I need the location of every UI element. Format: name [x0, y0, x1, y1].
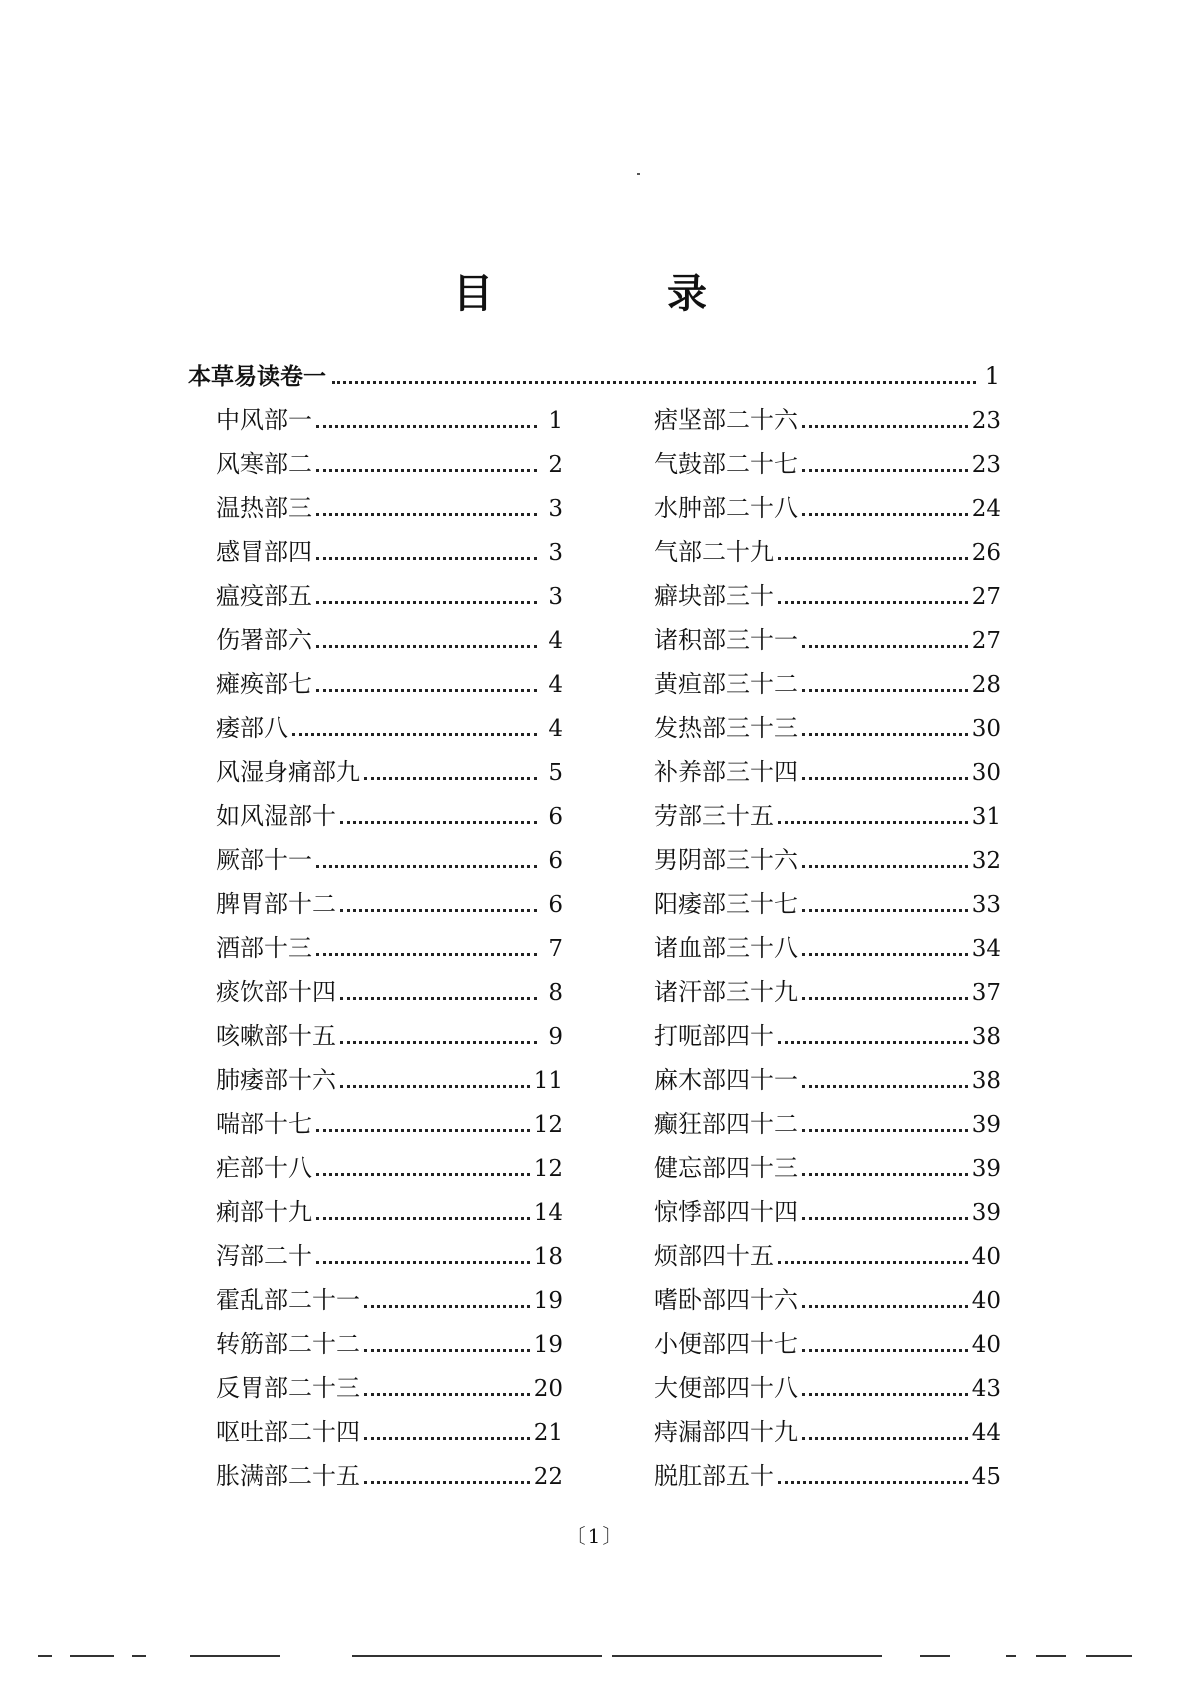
leader-dots — [316, 1260, 530, 1264]
toc-entry-page-number: 3 — [548, 584, 563, 610]
toc-entry[interactable] — [654, 838, 1001, 882]
toc-entry-page-number: 7 — [548, 936, 563, 962]
toc-entry-label: 打呃部四十 — [654, 1022, 774, 1050]
leader-dots — [316, 1172, 530, 1176]
toc-entry-label: 黄疸部三十二 — [654, 670, 798, 698]
toc-entry-page-number: 23 — [971, 408, 1001, 434]
toc-entry-label: 转筋部二十二 — [216, 1330, 360, 1358]
toc-entry-label: 霍乱部二十一 — [216, 1286, 360, 1314]
leader-dots — [802, 468, 968, 472]
toc-entry[interactable] — [654, 486, 1001, 530]
scan-speck — [637, 173, 640, 175]
leader-dots — [778, 1260, 968, 1264]
toc-entry-page-number: 39 — [971, 1112, 1001, 1138]
toc-entry[interactable] — [654, 1014, 1001, 1058]
toc-entry-page-number: 6 — [548, 848, 563, 874]
toc-entry-page-number: 4 — [548, 628, 563, 654]
leader-dots — [316, 952, 537, 956]
toc-entry-page-number: 40 — [971, 1332, 1001, 1358]
toc-entry-page-number: 4 — [548, 716, 563, 742]
toc-entry-page-number: 27 — [971, 628, 1001, 654]
leader-dots — [364, 1304, 530, 1308]
toc-entry[interactable] — [654, 618, 1001, 662]
toc-entry-label: 痢部十九 — [216, 1198, 312, 1226]
toc-entry-label: 脱肛部五十 — [654, 1462, 774, 1490]
toc-entry-page-number: 5 — [548, 760, 563, 786]
toc-entry[interactable] — [216, 1278, 563, 1322]
leader-dots — [802, 1348, 968, 1352]
toc-entry[interactable] — [654, 1278, 1001, 1322]
leader-dots — [802, 776, 968, 780]
toc-entry[interactable] — [216, 750, 563, 794]
toc-entry-page-number: 39 — [971, 1156, 1001, 1182]
toc-entry-page-number: 30 — [971, 760, 1001, 786]
toc-entry-label: 肺痿部十六 — [216, 1066, 336, 1094]
section-label: 本草易读卷一 — [188, 364, 326, 390]
scan-artifact — [70, 1655, 114, 1657]
toc-entry-label: 瘟疫部五 — [216, 582, 312, 610]
leader-dots — [802, 424, 968, 428]
toc-entry-label: 癖块部三十 — [654, 582, 774, 610]
toc-column-right — [654, 398, 1001, 1498]
toc-entry[interactable] — [216, 1146, 563, 1190]
leader-dots — [340, 996, 537, 1000]
toc-entry[interactable] — [654, 1366, 1001, 1410]
toc-entry-page-number: 8 — [548, 980, 563, 1006]
toc-entry-page-number: 31 — [971, 804, 1001, 830]
toc-entry[interactable] — [216, 1410, 563, 1454]
toc-entry-label: 风寒部二 — [216, 450, 312, 478]
toc-entry[interactable] — [654, 1454, 1001, 1498]
leader-dots — [340, 1084, 530, 1088]
leader-dots — [316, 512, 537, 516]
leader-dots — [364, 1348, 530, 1352]
toc-entry[interactable] — [216, 1014, 563, 1058]
toc-entry[interactable] — [216, 1366, 563, 1410]
section-heading[interactable] — [188, 358, 1000, 391]
toc-entry[interactable] — [654, 1410, 1001, 1454]
toc-entry-label: 酒部十三 — [216, 934, 312, 962]
leader-dots — [802, 1216, 968, 1220]
toc-entry[interactable] — [654, 750, 1001, 794]
toc-entry-page-number: 40 — [971, 1288, 1001, 1314]
toc-column-left — [216, 398, 563, 1498]
leader-dots — [802, 1436, 968, 1440]
toc-entry[interactable] — [654, 1058, 1001, 1102]
toc-entry-label: 痰饮部十四 — [216, 978, 336, 1006]
toc-entry-page-number: 45 — [971, 1464, 1001, 1490]
leader-dots — [778, 556, 968, 560]
toc-entry-label: 嗜卧部四十六 — [654, 1286, 798, 1314]
toc-entry-label: 惊悸部四十四 — [654, 1198, 798, 1226]
leader-dots — [802, 996, 968, 1000]
leader-dots — [802, 688, 968, 692]
leader-dots — [340, 908, 537, 912]
toc-entry-page-number: 28 — [971, 672, 1001, 698]
leader-dots — [292, 732, 537, 736]
toc-entry-page-number: 2 — [548, 452, 563, 478]
toc-entry-page-number: 33 — [971, 892, 1001, 918]
leader-dots — [802, 864, 968, 868]
toc-entry-page-number: 3 — [548, 540, 563, 566]
toc-entry[interactable] — [654, 706, 1001, 750]
toc-entry[interactable] — [216, 1454, 563, 1498]
toc-entry-page-number: 39 — [971, 1200, 1001, 1226]
toc-entry-label: 感冒部四 — [216, 538, 312, 566]
page-number-footer: 〔1〕 — [565, 1524, 625, 1548]
scan-artifact — [190, 1655, 280, 1657]
toc-entry-label: 男阴部三十六 — [654, 846, 798, 874]
toc-entry-label: 咳嗽部十五 — [216, 1022, 336, 1050]
toc-entry[interactable] — [654, 970, 1001, 1014]
scan-artifact — [1036, 1655, 1066, 1657]
toc-entry[interactable] — [216, 662, 563, 706]
toc-entry-label: 气部二十九 — [654, 538, 774, 566]
toc-entry-page-number: 40 — [971, 1244, 1001, 1270]
toc-entry-page-number: 6 — [548, 892, 563, 918]
leader-dots — [316, 688, 537, 692]
toc-entry[interactable] — [216, 970, 563, 1014]
toc-entry-label: 烦部四十五 — [654, 1242, 774, 1270]
toc-entry-label: 胀满部二十五 — [216, 1462, 360, 1490]
toc-entry[interactable] — [654, 926, 1001, 970]
toc-entry[interactable] — [216, 574, 563, 618]
toc-entry-label: 大便部四十八 — [654, 1374, 798, 1402]
toc-entry-label: 疟部十八 — [216, 1154, 312, 1182]
scan-artifact — [1006, 1655, 1016, 1657]
toc-entry[interactable] — [654, 574, 1001, 618]
toc-entry-label: 补养部三十四 — [654, 758, 798, 786]
leader-dots — [316, 864, 537, 868]
toc-entry-label: 癫狂部四十二 — [654, 1110, 798, 1138]
toc-entry[interactable] — [216, 1058, 563, 1102]
leader-dots — [316, 424, 537, 428]
toc-entry[interactable] — [654, 1190, 1001, 1234]
toc-entry[interactable] — [216, 838, 563, 882]
toc-entry-label: 风湿身痛部九 — [216, 758, 360, 786]
leader-dots — [802, 512, 968, 516]
toc-entry-label: 喘部十七 — [216, 1110, 312, 1138]
toc-entry-label: 呕吐部二十四 — [216, 1418, 360, 1446]
toc-entry[interactable] — [654, 1102, 1001, 1146]
leader-dots — [802, 1084, 968, 1088]
toc-entry-label: 健忘部四十三 — [654, 1154, 798, 1182]
leader-dots — [802, 1304, 968, 1308]
leader-dots — [802, 1172, 968, 1176]
leader-dots — [802, 952, 968, 956]
toc-entry[interactable] — [654, 442, 1001, 486]
toc-entry-page-number: 23 — [971, 452, 1001, 478]
leader-dots — [778, 600, 968, 604]
toc-entry[interactable] — [216, 882, 563, 926]
leader-dots — [802, 1128, 968, 1132]
toc-entry-page-number: 32 — [971, 848, 1001, 874]
scan-artifact — [132, 1655, 146, 1657]
leader-dots — [364, 1480, 530, 1484]
toc-entry[interactable] — [216, 794, 563, 838]
toc-entry[interactable] — [216, 1322, 563, 1366]
toc-entry-label: 伤署部六 — [216, 626, 312, 654]
toc-entry-page-number: 9 — [548, 1024, 563, 1050]
toc-entry-label: 痞坚部二十六 — [654, 406, 798, 434]
toc-entry-page-number: 38 — [971, 1024, 1001, 1050]
toc-entry-label: 脾胃部十二 — [216, 890, 336, 918]
toc-entry-page-number: 1 — [548, 408, 563, 434]
leader-dots — [332, 380, 976, 384]
leader-dots — [340, 820, 537, 824]
toc-entry[interactable] — [654, 1322, 1001, 1366]
toc-entry-label: 温热部三 — [216, 494, 312, 522]
toc-entry-label: 气鼓部二十七 — [654, 450, 798, 478]
toc-entry-label: 瘫痪部七 — [216, 670, 312, 698]
toc-entry-page-number: 14 — [533, 1200, 563, 1226]
leader-dots — [802, 908, 968, 912]
scan-artifact — [1086, 1655, 1132, 1657]
toc-entry-page-number: 34 — [971, 936, 1001, 962]
toc-entry-page-number: 19 — [533, 1332, 563, 1358]
toc-entry-label: 诸积部三十一 — [654, 626, 798, 654]
toc-entry[interactable] — [654, 398, 1001, 442]
toc-entry[interactable] — [216, 706, 563, 750]
toc-entry-label: 厥部十一 — [216, 846, 312, 874]
toc-entry[interactable] — [654, 882, 1001, 926]
toc-entry-label: 痿部八 — [216, 714, 288, 742]
toc-entry[interactable] — [216, 1190, 563, 1234]
toc-entry-page-number: 6 — [548, 804, 563, 830]
toc-entry-label: 诸血部三十八 — [654, 934, 798, 962]
toc-entry[interactable] — [216, 442, 563, 486]
toc-entry-label: 麻木部四十一 — [654, 1066, 798, 1094]
toc-entry-page-number: 27 — [971, 584, 1001, 610]
toc-entry-label: 中风部一 — [216, 406, 312, 434]
leader-dots — [316, 644, 537, 648]
toc-entry-label: 阳痿部三十七 — [654, 890, 798, 918]
leader-dots — [316, 1128, 530, 1132]
leader-dots — [778, 1480, 968, 1484]
leader-dots — [778, 1040, 968, 1044]
toc-entry-page-number: 12 — [533, 1112, 563, 1138]
toc-entry-page-number: 26 — [971, 540, 1001, 566]
page-title: 目 录 — [453, 271, 787, 317]
toc-entry[interactable] — [216, 618, 563, 662]
toc-entry[interactable] — [216, 486, 563, 530]
toc-entry-label: 痔漏部四十九 — [654, 1418, 798, 1446]
toc-entry-page-number: 38 — [971, 1068, 1001, 1094]
toc-entry-label: 诸汗部三十九 — [654, 978, 798, 1006]
leader-dots — [364, 1436, 530, 1440]
toc-entry[interactable] — [654, 530, 1001, 574]
toc-entry-label: 劳部三十五 — [654, 802, 774, 830]
toc-entry-label: 如风湿部十 — [216, 802, 336, 830]
toc-entry-label: 反胃部二十三 — [216, 1374, 360, 1402]
toc-entry[interactable] — [216, 530, 563, 574]
leader-dots — [316, 1216, 530, 1220]
toc-entry-page-number: 24 — [971, 496, 1001, 522]
toc-entry[interactable] — [654, 1234, 1001, 1278]
toc-entry-page-number: 18 — [533, 1244, 563, 1270]
toc-entry-page-number: 44 — [971, 1420, 1001, 1446]
leader-dots — [364, 776, 537, 780]
leader-dots — [802, 644, 968, 648]
toc-entry-page-number: 21 — [533, 1420, 563, 1446]
toc-entry-page-number: 30 — [971, 716, 1001, 742]
toc-entry-page-number: 22 — [533, 1464, 563, 1490]
toc-entry-label: 发热部三十三 — [654, 714, 798, 742]
leader-dots — [340, 1040, 537, 1044]
toc-entry-page-number: 11 — [533, 1068, 563, 1094]
toc-entry-page-number: 37 — [971, 980, 1001, 1006]
toc-entry-label: 水肿部二十八 — [654, 494, 798, 522]
scan-artifact — [612, 1655, 882, 1657]
toc-entry-label: 泻部二十 — [216, 1242, 312, 1270]
leader-dots — [778, 820, 968, 824]
toc-entry-page-number: 4 — [548, 672, 563, 698]
toc-entry[interactable] — [216, 1234, 563, 1278]
toc-entry[interactable] — [654, 794, 1001, 838]
toc-entry-page-number: 19 — [533, 1288, 563, 1314]
leader-dots — [316, 556, 537, 560]
leader-dots — [364, 1392, 530, 1396]
section-page-number: 1 — [984, 362, 1000, 390]
scan-artifact — [920, 1655, 950, 1657]
leader-dots — [316, 600, 537, 604]
toc-entry-label: 小便部四十七 — [654, 1330, 798, 1358]
toc-entry[interactable] — [216, 1102, 563, 1146]
leader-dots — [802, 1392, 968, 1396]
toc-entry[interactable] — [654, 662, 1001, 706]
toc-entry-page-number: 43 — [971, 1376, 1001, 1402]
leader-dots — [316, 468, 537, 472]
toc-entry-page-number: 3 — [548, 496, 563, 522]
scan-artifact — [352, 1655, 602, 1657]
toc-entry[interactable] — [654, 1146, 1001, 1190]
leader-dots — [802, 732, 968, 736]
scan-artifact — [38, 1655, 52, 1657]
toc-entry-page-number: 12 — [533, 1156, 563, 1182]
toc-entry[interactable] — [216, 398, 563, 442]
toc-entry-page-number: 20 — [533, 1376, 563, 1402]
toc-entry[interactable] — [216, 926, 563, 970]
